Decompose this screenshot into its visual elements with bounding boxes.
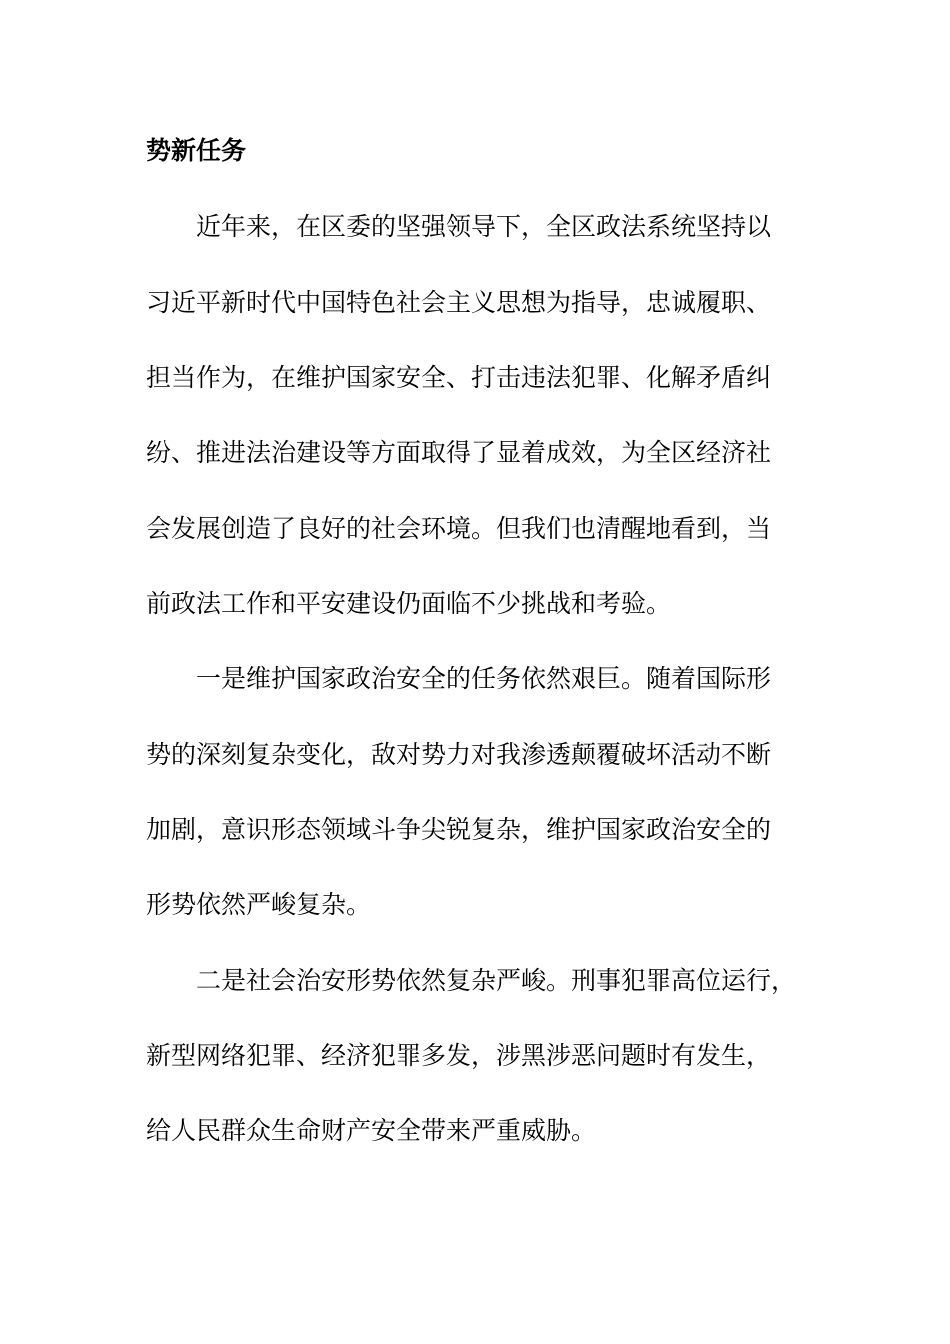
paragraph-2-line-4: 形势依然严峻复杂。 <box>146 890 372 919</box>
paragraph-1-line-5: 会发展创造了良好的社会环境。但我们也清醒地看到，当 <box>146 514 772 543</box>
paragraph-2-line-3: 加剧，意识形态领域斗争尖锐复杂，维护国家政治安全的 <box>146 815 772 844</box>
paragraph-1-line-4: 纷、推进法治建设等方面取得了显着成效，为全区经济社 <box>146 438 772 467</box>
paragraph-3-line-2: 新型网络犯罪、经济犯罪多发，涉黑涉恶问题时有发生， <box>146 1041 772 1070</box>
paragraph-1-line-6: 前政法工作和平安建设仍面临不少挑战和考验。 <box>146 589 672 618</box>
paragraph-3-line-3: 给人民群众生命财产安全带来严重威胁。 <box>146 1116 597 1145</box>
paragraph-2-line-2: 势的深刻复杂变化，敌对势力对我渗透颠覆破坏活动不断 <box>146 740 772 769</box>
paragraph-1-line-3: 担当作为，在维护国家安全、打击违法犯罪、化解矛盾纠 <box>146 363 772 392</box>
paragraph-3-line-1: 二是社会治安形势依然复杂严峻。刑事犯罪高位运行， <box>196 966 797 995</box>
paragraph-2-line-1: 一是维护国家政治安全的任务依然艰巨。随着国际形 <box>196 664 772 693</box>
section-heading: 势新任务 <box>146 136 247 165</box>
paragraph-1-line-1: 近年来，在区委的坚强领导下，全区政法系统坚持以 <box>196 212 772 241</box>
paragraph-1-line-2: 习近平新时代中国特色社会主义思想为指导，忠诚履职、 <box>146 288 772 317</box>
